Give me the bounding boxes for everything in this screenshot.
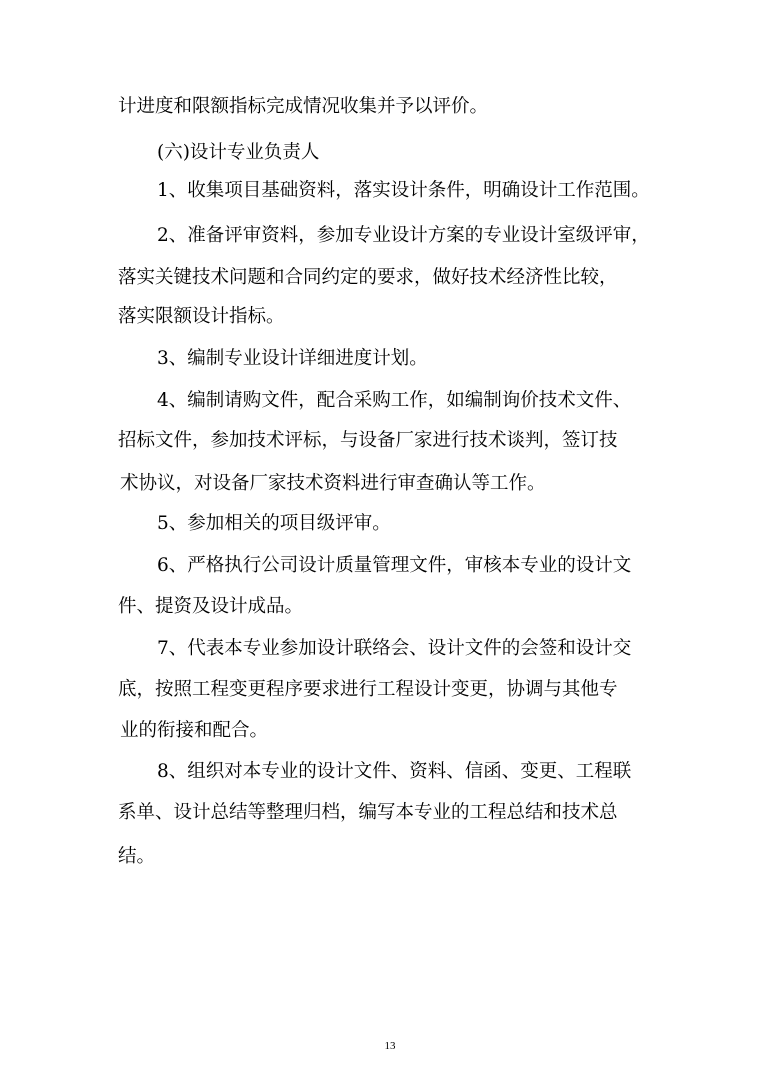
list-item-line: 8、组织对本专业的设计文件、资料、信函、变更、工程联 [157,761,632,782]
page-number: 13 [384,1040,396,1052]
list-item-line: 4、编制请购文件，配合采购工作，如编制询价技术文件、 [157,390,632,411]
section-heading: (六)设计专业负责人 [157,142,320,163]
list-item-line: 5、参加相关的项目级评审。 [157,513,391,534]
list-item-line: 3、编制专业设计详细进度计划。 [157,348,428,369]
list-item-line: 件、提资及设计成品。 [118,596,304,617]
list-item-line: 业的衔接和配合。 [120,720,269,741]
list-item-line: 结。 [118,846,156,867]
list-item-line: 2、准备评审资料，参加专业设计方案的专业设计室级评审， [157,225,650,246]
list-item-line: 落实关键技术问题和合同约定的要求，做好技术经济性比较， [118,267,618,288]
list-item-line: 1、收集项目基础资料，落实设计条件，明确设计工作范围。 [157,180,650,201]
list-item-line: 6、严格执行公司设计质量管理文件，审核本专业的设计文 [157,555,632,576]
list-item-line: 术协议，对设备厂家技术资料进行审查确认等工作。 [120,473,546,494]
list-item-line: 落实限额设计指标。 [118,306,285,327]
list-item-line: 招标文件，参加技术评标，与设备厂家进行技术谈判，签订技 [118,430,618,451]
paragraph-line: 计进度和限额指标完成情况收集并予以评价。 [118,96,489,117]
list-item-line: 7、代表本专业参加设计联络会、设计文件的会签和设计交 [157,638,632,659]
list-item-line: 系单、设计总结等整理归档，编写本专业的工程总结和技术总 [118,802,618,823]
list-item-line: 底，按照工程变更程序要求进行工程设计变更，协调与其他专 [118,679,618,700]
